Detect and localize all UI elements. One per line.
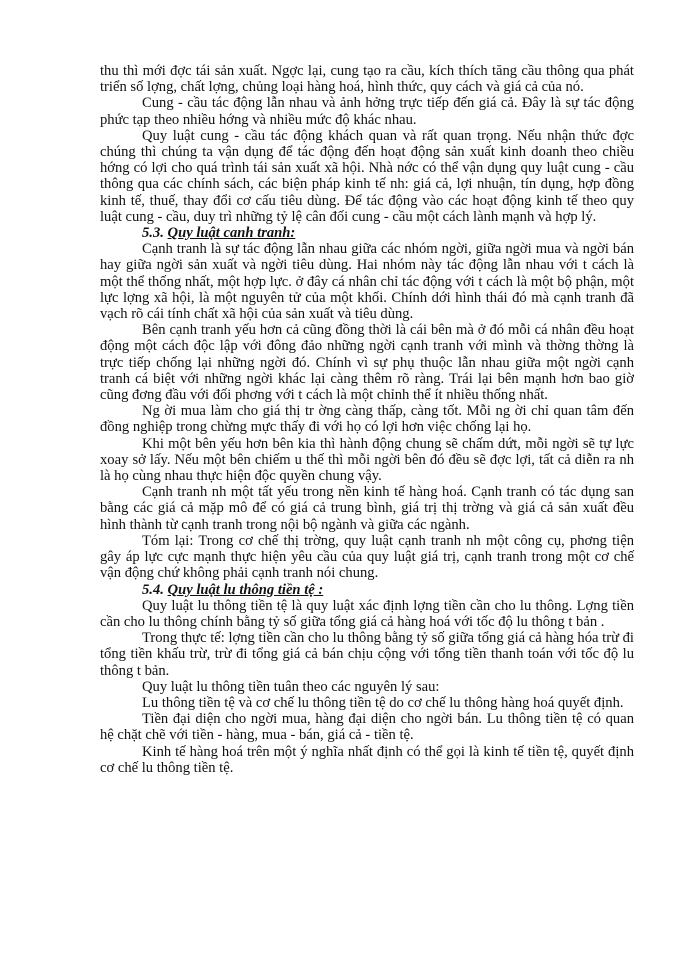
paragraph: Bên cạnh tranh yếu hơn cả cũng đồng thời là cái bên mà ở đó mỗi cá nhân đều hoạt động một cách độc lập với đông đảo những ngời cạnh tranh với mình và thờng thờng là trực tiếp chống lại những ngời đó. Chính vì sự phụ thuộc lẫn nhau giữa một ngời cạnh tranh cá biệt với những ngời khác lại càng thêm rõ ràng. Trái lại bên mạnh hơn bao giờ cũng đơng đầu với đối phơng với t cách là một chỉnh thể ít nhiều thống nhất. — [100, 322, 634, 404]
paragraph: Quy luật lu thông tiền tuân theo các nguyên lý sau: — [142, 678, 440, 695]
section-number: 5.4. — [142, 581, 168, 598]
paragraph: Cạnh tranh nh một tất yếu trong nền kinh tế hàng hoá. Cạnh tranh có tác dụng san bằng các giá cả mặp mô để có giá cả trung bình, giá trị thị trờng và giá cả sản xuất đều hình thành từ cạnh tranh trong nội bộ ngành và giữa các ngành. — [100, 484, 634, 533]
paragraph: Quy luật cung - cầu tác động khách quan và rất quan trọng. Nếu nhận thức đợc chúng thì chúng ta vận dụng để tác động đến hoạt động sản xuất kinh doanh theo chiều hớng có lợi cho quá trình tái sản xuất xã hội. Nhà nớc có thể vận dụng quy luật cung - cầu thông qua các chính sách, các biện pháp kinh tế nh: giá cả, lợi nhuận, tín dụng, hợp đồng kinh tế, thuế, thay đổi cơ cấu tiêu dùng. Để tác động vào các hoạt động kinh tế theo quy luật cung - cầu, duy trì những tỷ lệ cân đối cung - cầu một cách lành mạnh và hợp lý. — [100, 127, 634, 225]
document-page — [100, 63, 634, 776]
section-title: Quy luật canh tranh: — [167, 225, 296, 242]
section-number: 5.3. — [142, 225, 168, 242]
paragraph: Khi một bên yếu hơn bên kia thì hành động chung sẽ chấm dứt, mỗi ngời sẽ tự lực xoay sở lấy. Nếu một bên chiếm u thế thì mỗi ngời bên đó đều sẽ đợc lợi, tất cả diễn ra nh là họ cùng nhau thực hiện độc quyền chung vậy. — [100, 435, 634, 485]
paragraph: Ng ời mua làm cho giá thị tr ờng càng thấp, càng tốt. Mỗi ng ời chỉ quan tâm đến đồng nghiệp trong chừng mực thấy đi với họ có lợi hơn việc chống lại họ. — [100, 403, 634, 436]
paragraph: Tiền đại diện cho ngời mua, hàng đại diện cho ngời bán. Lu thông tiền tệ có quan hệ chặt chẽ với tiền - hàng, mua - bán, giá cả - tiền tệ. — [100, 711, 634, 744]
paragraph: Tóm lại: Trong cơ chế thị trờng, quy luật cạnh tranh nh một công cụ, phơng tiện gây áp lực cực mạnh thực hiện yêu cầu của quy luật giá trị, cạnh tranh trong một cơ chế vận động chứ không phải cạnh tranh nói chung. — [100, 532, 634, 582]
paragraph: thu thì mới đợc tái sản xuất. Ngợc lại, cung tạo ra cầu, kích thích tăng cầu thông qua phát triển số lợng, chất lợng, chủng loại hàng hoá, hình thức, quy cách và giá cả của nó. — [100, 63, 634, 96]
paragraph: Cạnh tranh là sự tác động lẫn nhau giữa các nhóm ngời, giữa ngời mua và ngời bán hay giữa ngời sản xuất và ngời tiêu dùng. Hai nhóm này tác động lẫn nhau với t cách là một thể thống nhất, một hợp lực. ở đây cá nhân chỉ tác động với t cách là một bộ phận, một lực lợng xã hội, là một nguyên tử của một khối. Chính dới hình thái đó mà cạnh tranh đã vạch rõ cái tính chất xã hội của sản xuất và tiêu dùng. — [100, 241, 634, 323]
paragraph: Trong thực tế: lợng tiền cần cho lu thông bằng tỷ số giữa tổng giá cả hàng hóa trừ đi tổng tiền khấu trừ, trừ đi tổng giá cả bán chịu cộng với tổng tiền thanh toán với tốc độ lu thông t bản. — [100, 630, 634, 679]
section-heading-5-4 — [100, 582, 634, 598]
section-title: Quy luật lu thông tiền tệ : — [167, 581, 324, 598]
section-heading-5-3 — [100, 225, 634, 241]
paragraph: Lu thông tiền tệ và cơ chế lu thông tiền tệ do cơ chế lu thông hàng hoá quyết định. — [142, 694, 624, 711]
paragraph: Quy luật lu thông tiền tệ là quy luật xác định lợng tiền cần cho lu thông. Lợng tiền cần cho lu thông chính bằng tỷ số giữa tổng giá cả hàng hoá với tốc độ lu thông t bản . — [100, 597, 634, 630]
paragraph: Kinh tế hàng hoá trên một ý nghĩa nhất định có thể gọi là kinh tế tiền tệ, quyết định cơ chế lu thông tiền tệ. — [100, 743, 634, 776]
paragraph: Cung - cầu tác động lẫn nhau và ảnh hởng trực tiếp đến giá cả. Đây là sự tác động phức tạp theo nhiều hớng và nhiều mức độ khác nhau. — [100, 95, 634, 128]
